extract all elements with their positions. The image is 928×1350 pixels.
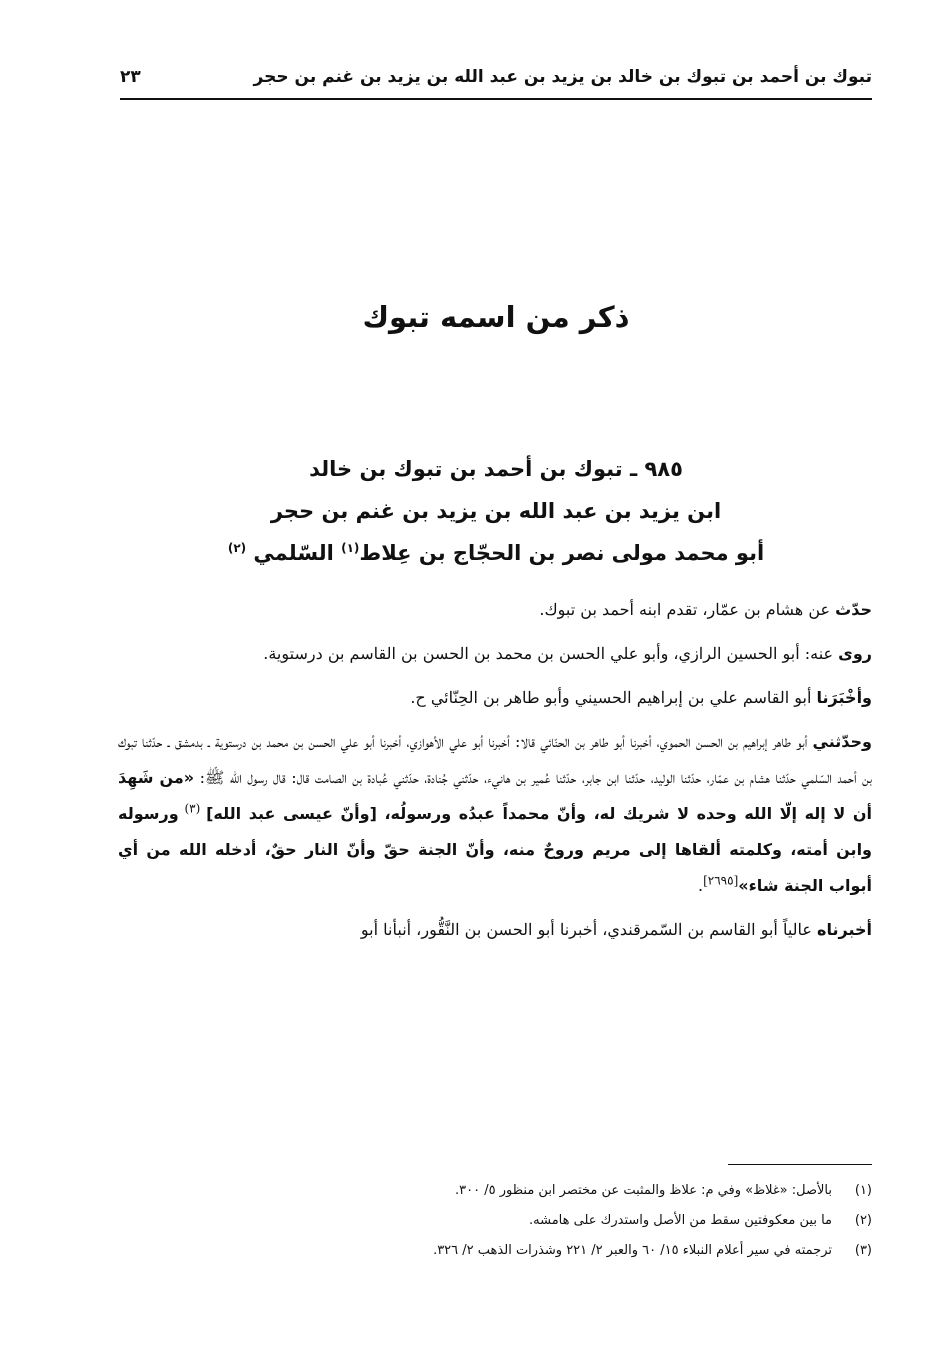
footnotes: [150, 1176, 872, 1266]
paragraph-1: [118, 592, 872, 628]
paragraph-5: [118, 912, 872, 948]
chapter-title: ذكر من اسمه تبوك: [362, 300, 630, 334]
body-text: [118, 592, 872, 956]
running-title: تبوك بن أحمد بن تبوك بن خالد بن يزيد بن عبد الله بن يزيد بن غنم بن حجر: [253, 67, 872, 87]
paragraph-4-text: أبو طاهر إبراهيم بن الحسن الحموي، أخبرنا أبو طاهر بن الحنّائي قالا: أخبرنا أبو علي الأهوازي، أخبرنا أبو علي الحسن بن محمد بن درستوية ـ بدمشق ـ حدّثنا تبوك بن أحمد السّلمي حدّثنا هشام بن عمّار، حدّثنا الوليد، حدّثنا ابن جابر، حدّثنا عُمير بن هانيء، حدّثني جُنادة، حدّثني عُبادة بن الصامت قال: قال رسول الله ﷺ:: [118, 732, 873, 787]
hadith-quote-part-2: ورسوله وابن أمته، وكلمته ألقاها إلى مريم وروحٌ منه، وأنّ الجنة حقّ وأنّ النار حقٌ، أدخله الله من أي أبواب الجنة شاء»: [118, 804, 872, 895]
footnote-1-text: بالأصل: «غلاظ» وفي م: علاظ والمثبت عن مختصر ابن منظور ٥/ ٣٠٠.: [455, 1183, 832, 1198]
paragraph-3: [118, 680, 872, 716]
paragraph-2: [118, 636, 872, 672]
entry-heading-line-3b: السّلمي: [246, 541, 342, 565]
paragraph-3-text: أبو القاسم علي بن إبراهيم الحسيني وأبو طاهر بن الحِنّائي ح.: [410, 688, 817, 707]
footnote-2-number: (٢): [854, 1213, 872, 1228]
footnote-3-number: (٣): [854, 1243, 872, 1258]
paragraph-4-lead: وحدّثني: [812, 732, 872, 751]
footnote-3-text: ترجمته في سير أعلام النبلاء ١٥/ ٦٠ والعبر ٢/ ٢٢١ وشذرات الذهب ٢/ ٣٢٦.: [433, 1243, 832, 1258]
paragraph-3-lead: وأخْبَرَنا: [816, 688, 872, 707]
running-header: [120, 58, 872, 96]
paragraph-1-text: عن هشام بن عمّار، تقدم ابنه أحمد بن تبوك.: [539, 600, 836, 619]
footnote-2-text: ما بين معكوفتين سقط من الأصل واستدرك على هامشه.: [529, 1213, 832, 1228]
entry-heading-line-3: [160, 532, 832, 574]
paragraph-4-end: .: [698, 876, 704, 895]
paragraph-5-text: عالياً أبو القاسم بن السّمرقندي، أخبرنا أبو الحسن بن النَّقُّور، أنبأنا أبو: [360, 920, 818, 939]
footnote-ref-3: (٣): [178, 801, 207, 816]
entry-heading: [160, 448, 832, 574]
paragraph-4: [118, 724, 872, 904]
footnote-2: [150, 1206, 872, 1236]
entry-heading-line-3a: أبو محمد مولى نصر بن الحجّاج بن عِلاط: [359, 541, 765, 565]
paragraph-1-lead: حدّث: [835, 600, 872, 619]
footnote-1-number: (١): [854, 1183, 872, 1198]
footnote-3: [150, 1236, 872, 1266]
header-rule: [120, 98, 872, 100]
footnote-1: [150, 1176, 872, 1206]
entry-heading-line-2: ابن يزيد بن عبد الله بن يزيد بن غنم بن حجر: [270, 499, 722, 523]
hadith-quote-part-1: «من شَهِدَ أن لا إله إلّا الله وحده لا شريك له، وأنّ محمداً عبدُه ورسولُه، [وأنّ عيسى عبد الله]: [118, 768, 872, 823]
paragraph-5-lead: أخبرناه: [817, 920, 872, 939]
footnote-ref-1: (١): [341, 541, 360, 555]
paragraph-2-lead: روى: [838, 644, 872, 663]
footnote-rule: [728, 1164, 872, 1165]
page-number: ٢٣: [120, 67, 141, 87]
hadith-number-ref: [٢٦٩٥]: [703, 873, 739, 888]
paragraph-2-text: عنه: أبو الحسين الرازي، وأبو علي الحسن بن محمد بن الحسن بن القاسم بن درستوية.: [263, 644, 839, 663]
footnote-ref-2: (٢): [227, 541, 247, 555]
entry-heading-line-1: ٩٨٥ ـ تبوك بن أحمد بن تبوك بن خالد: [309, 457, 683, 481]
